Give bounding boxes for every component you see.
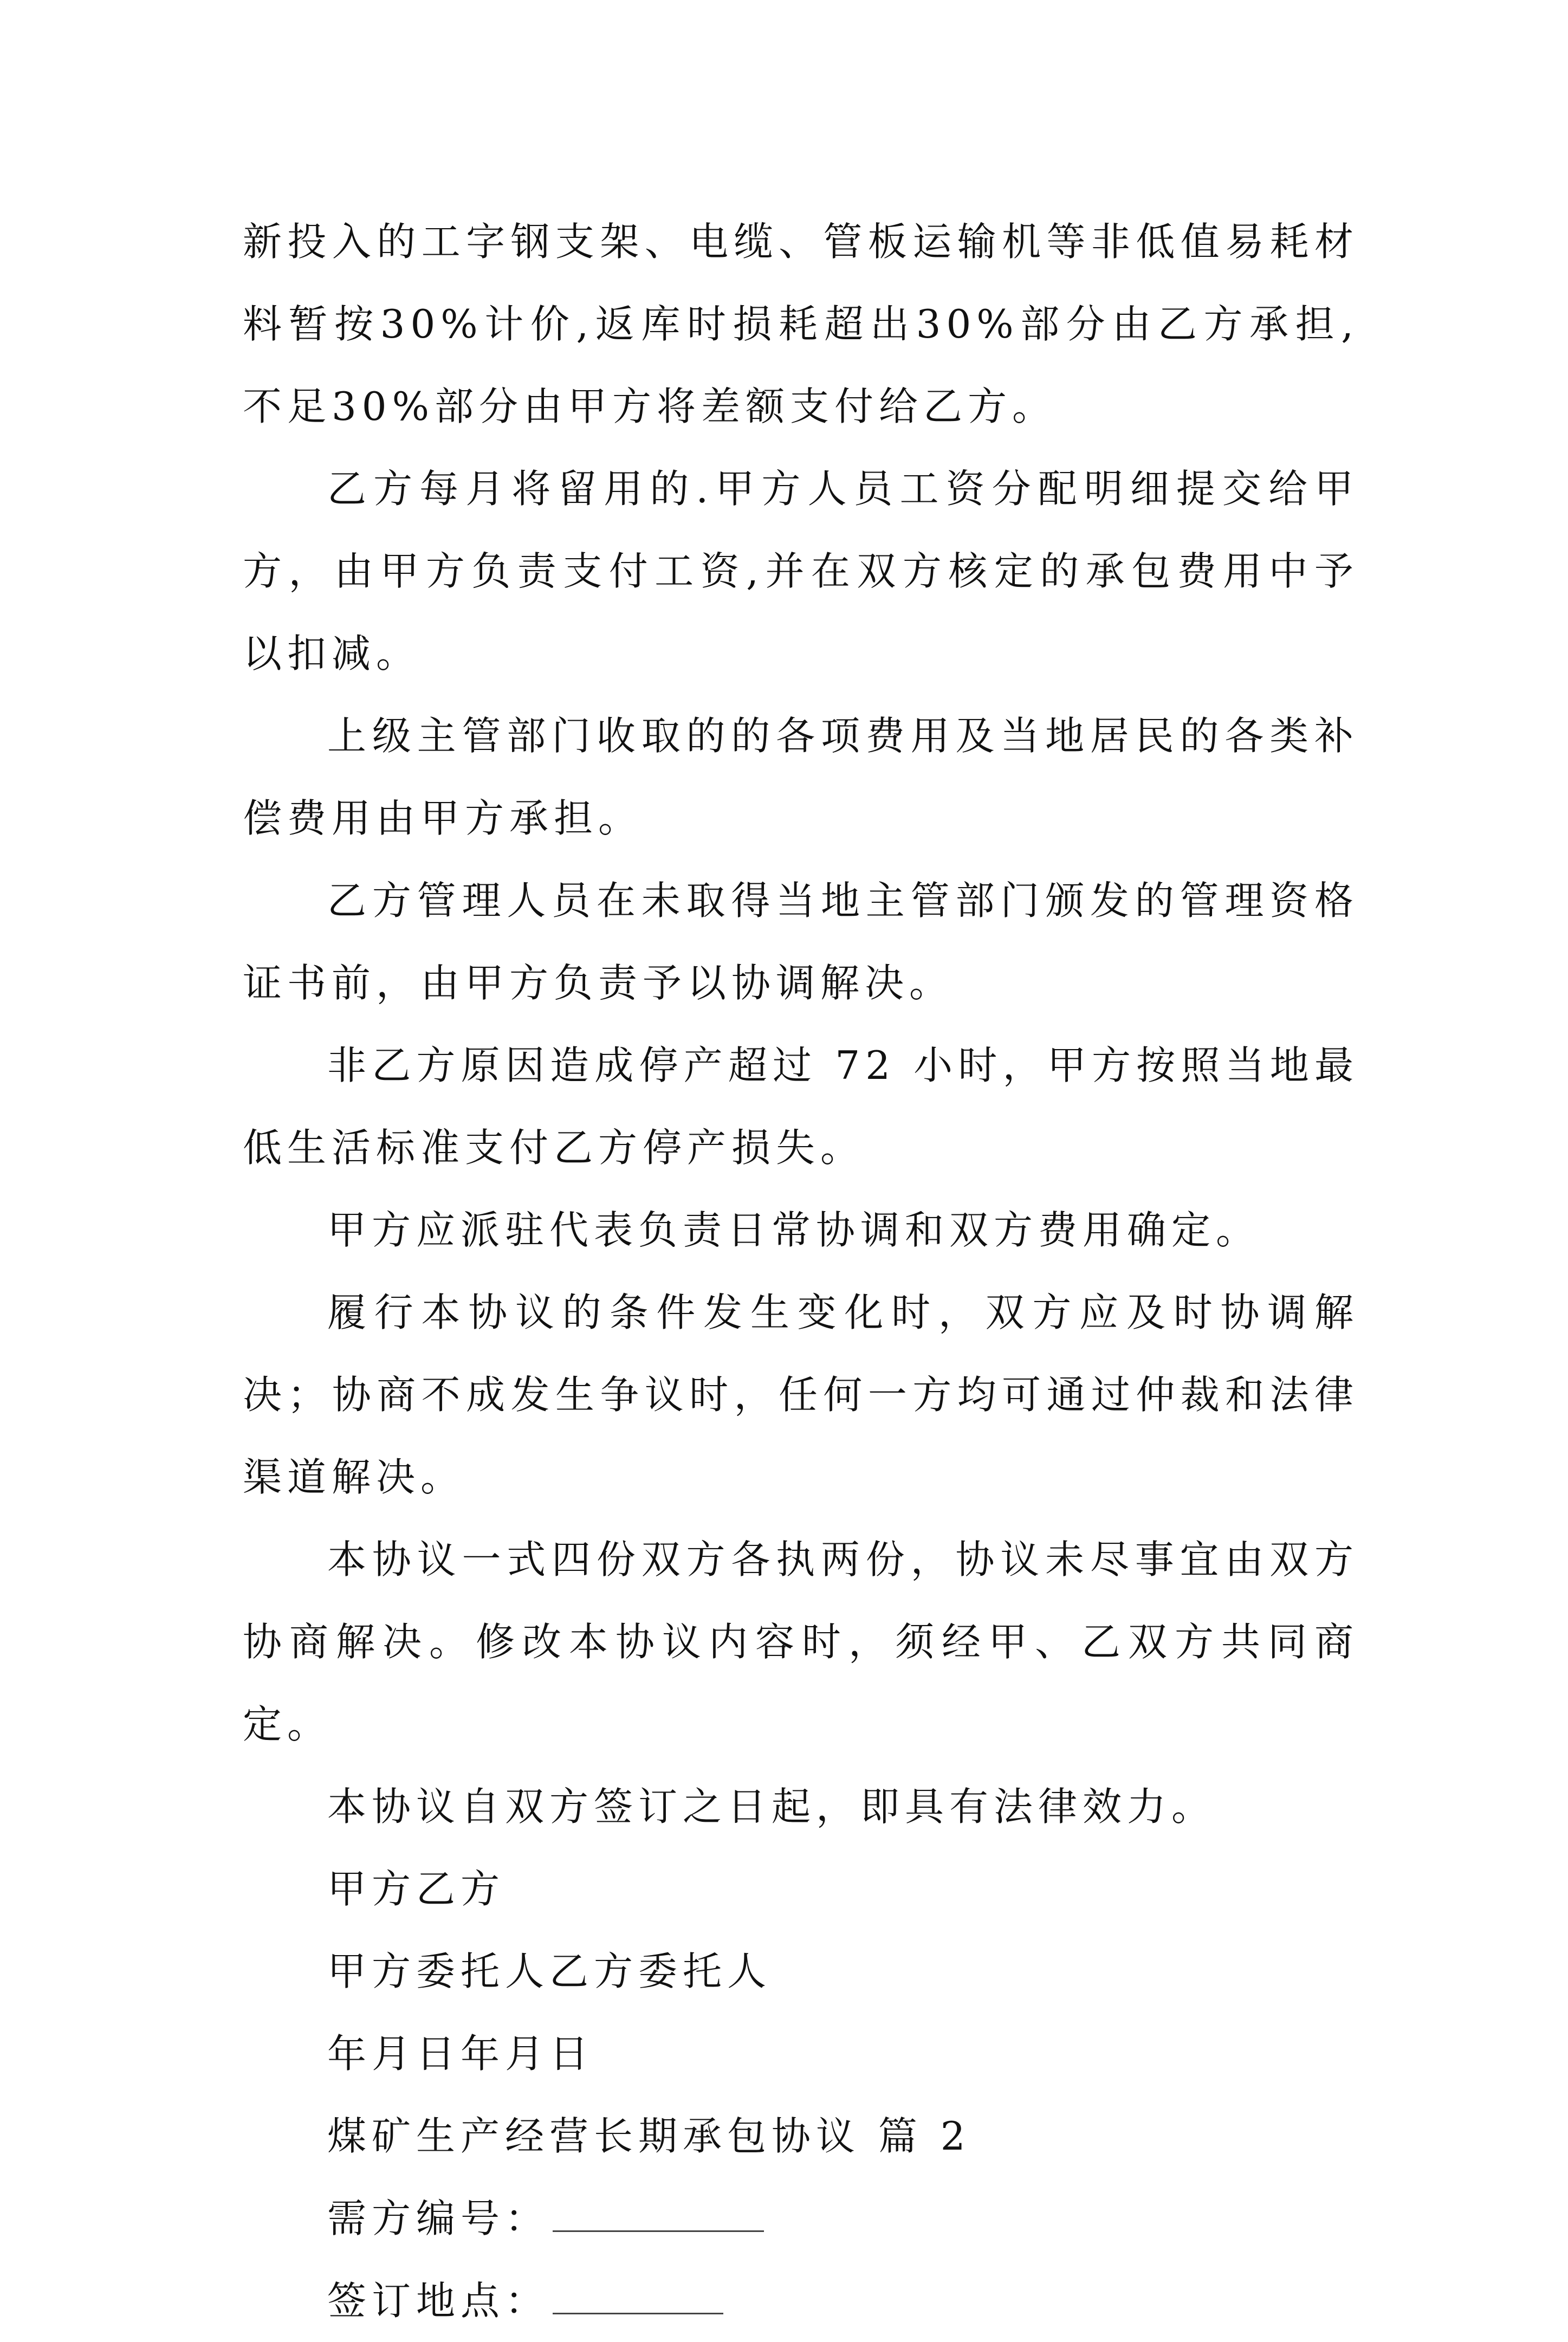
paragraph-copies: 本协议一式四份双方各执两份，协议未尽事宜由双方协商解决。修改本协议内容时，须经甲、乙双方共同商定。 (243, 1537, 1359, 1747)
paragraph-representative: 甲方应派驻代表负责日常协调和双方费用确定。 (327, 1207, 1261, 1253)
signature-dates: 年月日年月日 (327, 2031, 594, 2076)
paragraph-fees-compensation: 上级主管部门收取的的各项费用及当地居民的各类补偿费用由甲方承担。 (243, 713, 1359, 841)
paragraph-shutdown-loss: 非乙方原因造成停产超过 72 小时，甲方按照当地最低生活标准支付乙方停产损失。 (243, 1043, 1359, 1170)
paragraph-materials-pricing: 新投入的工字钢支架、电缆、管板运输机等非低值易耗材料暂按30%计价,返库时损耗超出30%部分由乙方承担,不足30%部分由甲方将差额支付给乙方。 (243, 219, 1359, 429)
signature-parties: 甲方乙方 (327, 1866, 506, 1912)
paragraph-salary-deduction: 乙方每月将留用的.甲方人员工资分配明细提交给甲方，由甲方负责支付工资,并在双方核定的承包费用中予以扣减。 (243, 466, 1359, 676)
paragraph-dispute-resolution: 履行本协议的条件发生变化时，双方应及时协调解决；协商不成发生争议时，任何一方均可通过仲裁和法律渠道解决。 (243, 1290, 1359, 1500)
buyer-number-blank (553, 2220, 764, 2232)
signature-delegates: 甲方委托人乙方委托人 (327, 1949, 772, 1994)
section-title: 煤矿生产经营长期承包协议 篇 2 (327, 2113, 971, 2159)
sign-place-label: 签订地点： (327, 2278, 550, 2324)
sign-place-blank (553, 2302, 723, 2314)
paragraph-management-certificate: 乙方管理人员在未取得当地主管部门颁发的管理资格证书前，由甲方负责予以协调解决。 (243, 878, 1359, 1006)
buyer-number-row (243, 2177, 1359, 2260)
buyer-number-label: 需方编号： (327, 2196, 550, 2241)
sign-place-row (243, 2260, 1359, 2342)
document-body (243, 200, 1359, 2342)
paragraph-effective-date: 本协议自双方签订之日起，即具有法律效力。 (327, 1784, 1216, 1829)
